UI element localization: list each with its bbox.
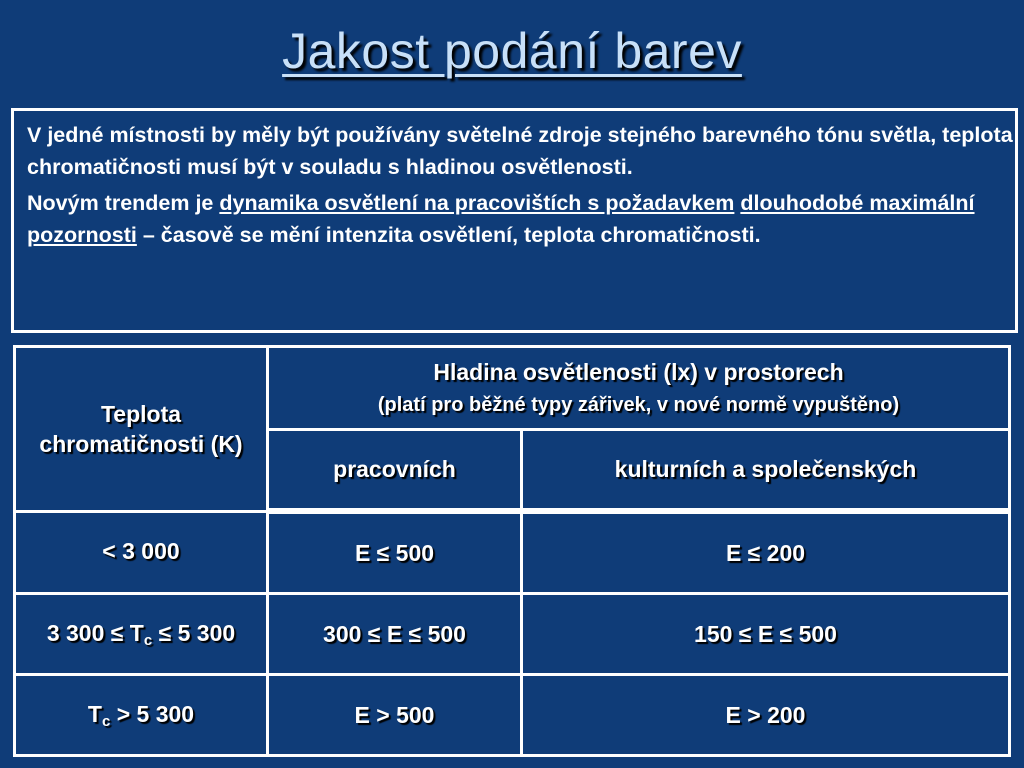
cell-work: E ≤ 500: [268, 511, 522, 594]
cell-temperature: [15, 594, 268, 675]
header-cultural: kulturních a společenských: [522, 430, 1010, 512]
link-pozornost[interactable]: dlouhodobé maximální pozornosti: [27, 191, 975, 247]
header-illuminance-note: (platí pro běžné typy zářivek, v nové normě vypuštěno): [377, 394, 900, 416]
temp-text: 3 300 ≤ T: [46, 619, 144, 646]
table-row: [15, 511, 1010, 594]
temp-text: T: [87, 700, 102, 727]
temp-text-end: > 5 300: [110, 700, 195, 727]
cell-work: 300 ≤ E ≤ 500: [268, 594, 522, 675]
temp-subscript: c: [143, 631, 153, 649]
paragraph-1: V jedné místnosti by měly být používány světelné zdroje stejného barevného tónu světla, teplota chromatičnosti musí být v souladu s hladinou osvětlenosti.: [27, 123, 1013, 179]
cell-cultural: E ≤ 200: [522, 511, 1010, 594]
page-title: Jakost podání barev: [282, 23, 742, 79]
header-temperature-label: Teplota chromatičnosti (K): [39, 400, 243, 457]
temp-text-end: ≤ 5 300: [152, 619, 236, 646]
header-work: pracovních: [268, 430, 522, 512]
description-box: [11, 108, 1018, 333]
paragraph-2: [27, 187, 1015, 251]
header-illuminance-group: [268, 347, 1010, 430]
header-illuminance-title: Hladina osvětlenosti (lx) v prostorech: [433, 359, 844, 385]
table-row: [15, 594, 1010, 675]
paragraph-2-start: Novým trendem je: [27, 191, 220, 215]
cell-work: E > 500: [268, 675, 522, 756]
table-row: [15, 675, 1010, 756]
illuminance-table: [13, 345, 1011, 757]
cell-cultural: E > 200: [522, 675, 1010, 756]
cell-cultural: 150 ≤ E ≤ 500: [522, 594, 1010, 675]
header-temperature: [15, 347, 268, 512]
temp-subscript: c: [101, 712, 111, 730]
temp-text: < 3 000: [102, 537, 180, 564]
paragraph-2-end: – časově se mění intenzita osvětlení, teplota chromatičnosti.: [136, 223, 761, 247]
cell-temperature: [15, 675, 268, 756]
link-dynamika[interactable]: dynamika osvětlení na pracovištích s požadavkem: [219, 191, 735, 215]
cell-temperature: [15, 511, 268, 594]
